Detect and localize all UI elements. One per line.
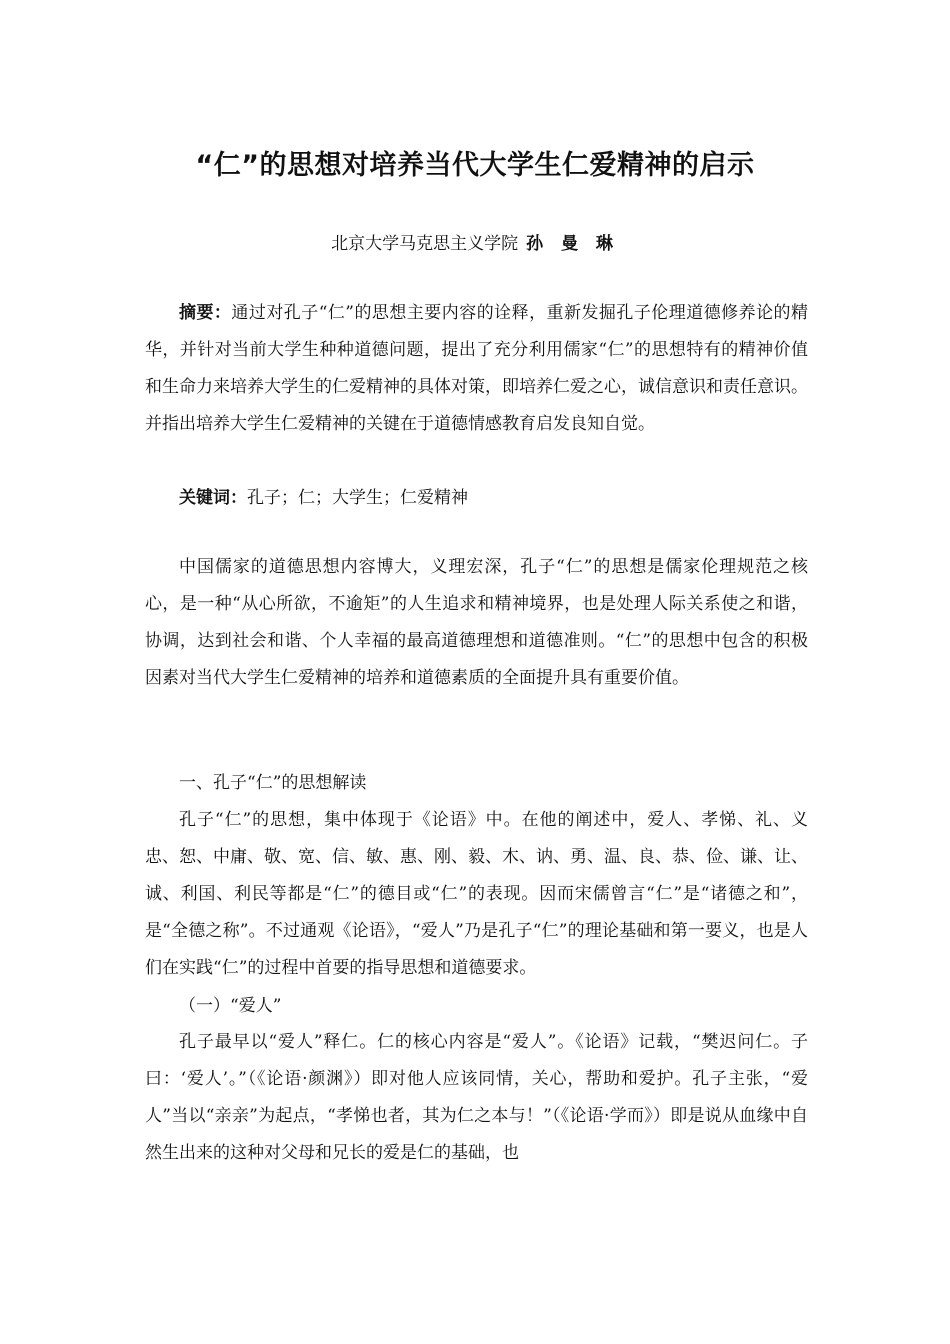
abstract-label: 摘要： xyxy=(179,303,232,323)
abstract-text: 通过对孔子“仁”的思想主要内容的诠释，重新发掘孔子伦理道德修养论的精华，并针对当前大学生种种道德问题，提出了充分利用儒家“仁”的思想特有的精神价值和生命力来培养大学生的仁爱精神的具体对策，即培养仁爱之心，诚信意识和责任意识。并指出培养大学生仁爱精神的关键在于道德情感教育启发良知自觉。 xyxy=(145,303,808,434)
subsection-paragraph: 孔子最早以“爱人”释仁。仁的核心内容是“爱人”。《论语》记载，“樊迟问仁。子曰：‘爱人’。”（《论语·颜渊》）即对他人应该同情，关心，帮助和爱护。孔子主张，“爱人”当以“亲亲”为起点，“孝悌也者，其为仁之本与！”（《论语·学而》）即是说从血缘中自然生出来的这种对父母和兄长的爱是仁的基础，也 xyxy=(145,1032,808,1163)
section-heading: 一、孔子“仁”的思想解读 xyxy=(179,773,367,793)
author-line xyxy=(0,230,950,258)
section-paragraph: 孔子“仁”的思想，集中体现于《论语》中。在他的阐述中，爱人、孝悌、礼、义忠、恕、中庸、敬、宽、信、敏、惠、刚、毅、木、讷、勇、温、良、恭、俭、谦、让、诚、利国、利民等都是“仁”的德目或“仁”的表现。因而宋儒曾言“仁”是“诸德之和”，是“全德之称”。不过通观《论语》，“爱人”乃是孔子“仁”的理论基础和第一要义，也是人们在实践“仁”的过程中首要的指导思想和道德要求。 xyxy=(145,810,808,978)
abstract xyxy=(145,295,808,443)
author-name: 孙 曼 琳 xyxy=(526,234,619,254)
intro-paragraph: 中国儒家的道德思想内容博大，义理宏深，孔子“仁”的思想是儒家伦理规范之核心，是一种“从心所欲，不逾矩”的人生追求和精神境界，也是处理人际关系使之和谐，协调，达到社会和谐、个人幸福的最高道德理想和道德准则。“仁”的思想中包含的积极因素对当代大学生仁爱精神的培养和道德素质的全面提升具有重要价值。 xyxy=(145,557,808,688)
keywords-label: 关键词： xyxy=(179,488,247,508)
author-affiliation: 北京大学马克思主义学院 xyxy=(331,234,519,254)
keywords xyxy=(145,480,808,517)
subsection-heading: （一）“爱人” xyxy=(179,996,282,1016)
paper-title: “仁”的思想对培养当代大学生仁爱精神的启示 xyxy=(195,150,755,181)
keywords-text: 孔子；仁；大学生；仁爱精神 xyxy=(247,488,468,508)
